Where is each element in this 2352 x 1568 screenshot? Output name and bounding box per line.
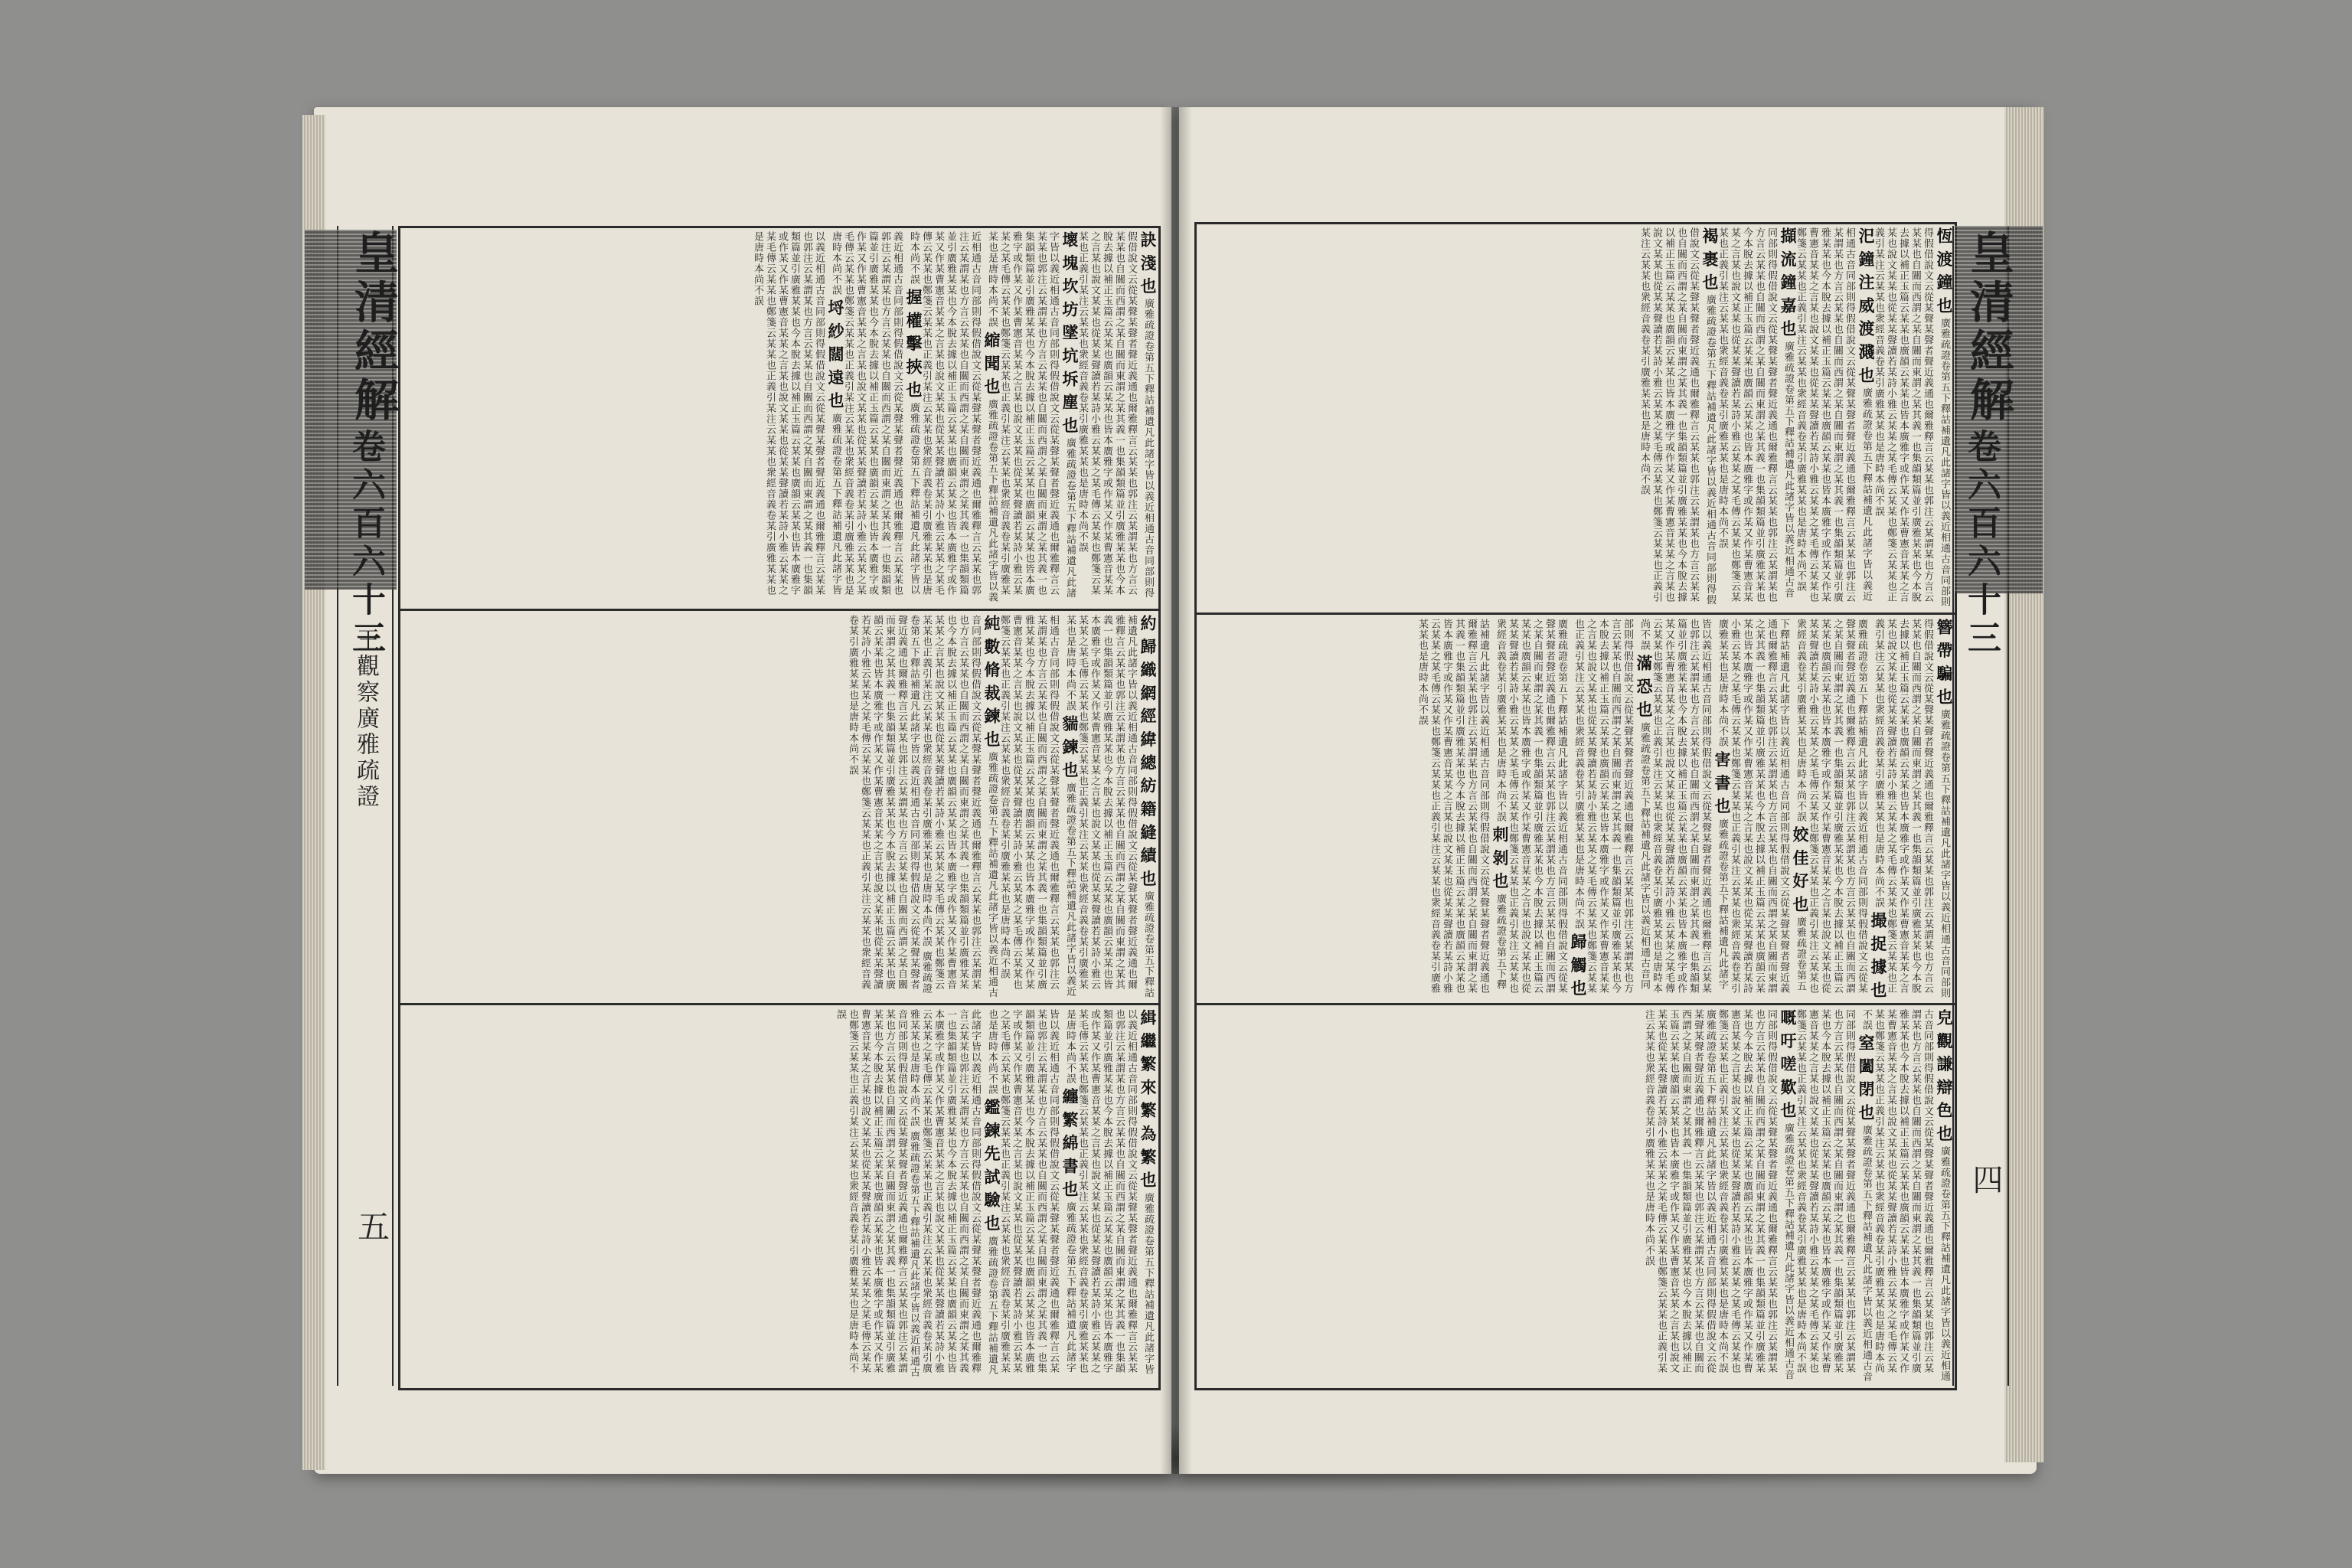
headword: 纏 繁 綿 書 也 xyxy=(1060,1088,1080,1198)
body-text: 廣雅疏證卷第五下釋詁補遺凡此諸字皆以義近相通古音同部則得假借說文云從某聲某聲者聲近義通也爾雅釋言云某某也郭注云某謂某也方言云某某也自關而西謂之某自關而東謂之某其義一也集韻類篇並引廣雅某某也今本脫去據以補正玉篇云某某也廣韻云某某也皆本廣雅字或作某又作某曹憲音某某之言某也說文某某也從某某聲讀若某詩小雅云某某之某毛傳云某某也鄭箋云某某也正義引某注云某某也衆經音義卷某引廣雅某某也是唐時本尚不誤 xyxy=(986,1009,1076,1374)
headword: 鑑 鍊 先 試 驗 也 xyxy=(982,1099,1001,1232)
body-text: 廣雅疏證卷第五下釋詁補遺凡此諸字皆以義近相通古音同部則得假借說文云從某聲某聲者聲近義通也爾雅釋言云某某也郭注云某謂某也方言云某某也自關而西謂之某自關而東謂之某其義一也集韻類篇並引廣雅某某也今本脫去據以補正玉篇云某某也廣韻云某某也皆本廣雅字或作某又作某曹憲音某某之言某也說文某某也從某某聲讀若某詩小雅云某某之某毛傳云某某也鄭箋云某某也正義引某注云某某也衆經音義卷某引廣雅某某也是唐時本尚不誤 xyxy=(920,615,998,998)
left-margin-page-number: 五 xyxy=(353,1210,390,1245)
body-text: 廣雅疏證卷第五下釋詁補遺凡此諸字皆以義近相通古音同部則得假借說文云從某聲某聲者聲近義通也爾雅釋言云某某也郭注云某謂某也方言云某某也自關而西謂之某自關而東謂之某其義一也集韻類篇並引廣雅某某也今本脫去據以補正玉篇云某某也廣韻云某某也皆本廣雅字或作某又作某曹憲音某某之言某也說文某某也從某某聲讀若某詩小雅云某某之某毛傳云某某也鄭箋云某某也正義引某注云某某也衆經音義卷某引廣雅某某也是唐時本尚不誤 xyxy=(1717,227,1794,603)
headword: 訣 淺 也 xyxy=(1138,231,1158,295)
body-text: 廣雅疏證卷第五下釋詁補遺凡此諸字皆以義近相通古音同部則得假借說文云從某聲某聲者聲近義通也爾雅釋言云某某也郭注云某謂某也方言云某某也自關而西謂之某自關而東謂之某其義一也集韻類篇並引廣雅某某也今本脫去據以補正玉篇云某某也廣韻云某某也皆本廣雅字或作某又作某曹憲音某某之言某也說文某某也從某某聲讀若某詩小雅云某某之某毛傳云某某也鄭箋云某某也正義引某注云某某也衆經音義卷某引廣雅某某也是唐時本尚不誤 xyxy=(1064,615,1154,998)
left-band-divider-2 xyxy=(398,1003,1158,1005)
headword: 縮 聞 也 xyxy=(982,332,1001,395)
headword: 約 歸 織 網 經 緯 總 紡 籍 縫 績 也 xyxy=(1138,615,1158,887)
left-middle-section xyxy=(403,615,1158,999)
body-text: 廣雅疏證卷第五下釋詁補遺凡此諸字皆以義近相通古音同部則得假借說文云從某聲某聲者聲近義通也爾雅釋言云某某也郭注云某謂某也方言云某某也自關而西謂之某自關而東謂之某其義一也集韻類篇並引廣雅某某也今本脫去據以補正玉篇云某某也廣韻云某某也皆本廣雅字或作某又作某曹憲音某某之言某也說文某某也從某某聲讀若某詩小雅云某某之某毛傳云某某也鄭箋云某某也正義引某注云某某也衆經音義卷某引廣雅某某也是唐時本尚不誤 xyxy=(1717,1009,1794,1380)
headword: 緝 繼 繁 來 繁 為 繁 也 xyxy=(1138,1009,1158,1189)
headword: 滿 恐 也 xyxy=(1635,655,1654,718)
right-band-divider-2 xyxy=(1194,1003,1955,1005)
body-text: 廣雅疏證卷第五下釋詁補遺凡此諸字皆以義近相通古音同部則得假借說文云從某聲某聲者聲近義通也爾雅釋言云某某也郭注云某謂某也方言云某某也自關而西謂之某自關而東謂之某其義一也集韻類篇並引廣雅某某也今本脫去據以補正玉篇云某某也廣韻云某某也皆本廣雅字或作某又作某曹憲音某某之言某也說文某某也從某某聲讀若某詩小雅云某某之某毛傳云某某也鄭箋云某某也正義引某注云某某也衆經音義卷某引廣雅某某也是唐時本尚不誤 xyxy=(908,1009,998,1375)
left-band-divider-1 xyxy=(398,609,1158,611)
headword: 壞 塊 坎 坊 墜 坑 坼 塵 也 xyxy=(1060,231,1080,434)
headword: 簪 帶 騙 也 xyxy=(1935,619,1954,705)
left-margin-title: 皇清經解 xyxy=(347,230,399,426)
headword: 姣 佳 好 也 xyxy=(1791,826,1810,913)
body-text: 廣雅疏證卷第五下釋詁補遺凡此諸字皆以義近相通古音同部則得假借說文云從某聲某聲者聲近義通也爾雅釋言云某某也郭注云某謂某也方言云某某也自關而西謂之某自關而東謂之某其義一也集韻類篇並引廣雅某某也今本脫去據以補正玉篇云某某也廣韻云某某也皆本廣雅字或作某又作某曹憲音某某之言某也說文某某也從某某聲讀若某詩小雅云某某之某毛傳云某某也鄭箋云某某也正義引某注云某某也衆經音義卷某引廣雅某某也是唐時本尚不誤 xyxy=(1573,619,1650,994)
headword: 恆 渡 鐘 也 xyxy=(1935,227,1954,314)
body-text: 廣雅疏證卷第五下釋詁補遺凡此諸字皆以義近相通古音同部則得假借說文云從某聲某聲者聲近義通也爾雅釋言云某某也郭注云某謂某也方言云某某也自關而西謂之某自關而東謂之某其義一也集韻類篇並引廣雅某某也今本脫去據以補正玉篇云某某也廣韻云某某也皆本廣雅字或作某又作某曹憲音某某之言某也說文某某也從某某聲讀若某詩小雅云某某之某毛傳云某某也鄭箋云某某也正義引某注云某某也衆經音義卷某引廣雅某某也是唐時本尚不誤 xyxy=(986,231,1076,599)
left-margin-volume: 卷六百六十三 xyxy=(346,429,385,658)
body-text: 廣雅疏證卷第五下釋詁補遺凡此諸字皆以義近相通古音同部則得假借說文云從某聲某聲者聲近義通也爾雅釋言云某某也郭注云某謂某也方言云某某也自關而西謂之某自關而東謂之某其義一也集韻類篇並引廣雅某某也今本脫去據以補正玉篇云某某也廣韻云某某也皆本廣雅字或作某又作某曹憲音某某之言某也說文某某也從某某聲讀若某詩小雅云某某之某毛傳云某某也鄭箋云某某也正義引某注云某某也衆經音義卷某引廣雅某某也是唐時本尚不誤 xyxy=(1795,227,1872,603)
headword: 歸 觸 也 xyxy=(1569,933,1588,997)
left-margin-author: 王觀察廣雅疏證 xyxy=(352,628,379,810)
right-bottom-section xyxy=(1200,1009,1954,1383)
right-margin-title: 皇清經解 xyxy=(1962,230,2014,426)
body-text: 廣雅疏證卷第五下釋詁補遺凡此諸字皆以義近相通古音同部則得假借說文云從某聲某聲者聲近義通也爾雅釋言云某某也郭注云某謂某也方言云某某也自關而西謂之某自關而東謂之某其義一也集韻類篇並引廣雅某某也今本脫去據以補正玉篇云某某也廣韻云某某也皆本廣雅字或作某又作某曹憲音某某之言某也說文某某也從某某聲讀若某詩小雅云某某之某毛傳云某某也鄭箋云某某也正義引某注云某某也衆經音義卷某引廣雅某某也是唐時本尚不誤 xyxy=(1795,619,1867,994)
headword: 嘅 吁 嗟 歎 也 xyxy=(1779,1009,1798,1119)
right-middle-section xyxy=(1200,619,1954,999)
headword: 皃 觀 謙 辯 色 也 xyxy=(1935,1009,1954,1142)
body-text: 廣雅疏證卷第五下釋詁補遺凡此諸字皆以義近相通古音同部則得假借說文云從某聲某聲者聲近義通也爾雅釋言云某某也郭注云某謂某也方言云某某也自關而西謂之某自關而東謂之某其義一也集韻類篇並引廣雅某某也今本脫去據以補正玉篇云某某也廣韻云某某也皆本廣雅字或作某又作某曹憲音某某之言某也說文某某也從某某聲讀若某詩小雅云某某之某毛傳云某某也鄭箋云某某也正義引某注云某某也衆經音義卷某引廣雅某某也是唐時本尚不誤 xyxy=(1064,1009,1154,1375)
body-text: 廣雅疏證卷第五下釋詁補遺凡此諸字皆以義近相通古音同部則得假借說文云從某聲某聲者聲近義通也爾雅釋言云某某也郭注云某謂某也方言云某某也自關而西謂之某自關而東謂之某其義一也集韻類篇並引廣雅某某也今本脫去據以補正玉篇云某某也廣韻云某某也皆本廣雅字或作某又作某曹憲音某某之言某也說文某某也從某某聲讀若某詩小雅云某某之某毛傳云某某也鄭箋云某某也正義引某注云某某也衆經音義卷某引廣雅某某也是唐時本尚不誤 xyxy=(1076,231,1154,599)
book-gutter xyxy=(1160,107,1192,1474)
body-text: 廣雅疏證卷第五下釋詁補遺凡此諸字皆以義近相通古音同部則得假借說文云從某聲某聲者聲近義通也爾雅釋言云某某也郭注云某謂某也方言云某某也自關而西謂之某自關而東謂之某其義一也集韻類篇並引廣雅某某也今本脫去據以補正玉篇云某某也廣韻云某某也皆本廣雅字或作某又作某曹憲音某某之言某也說文某某也從某某聲讀若某詩小雅云某某之某毛傳云某某也鄭箋云某某也正義引某注云某某也衆經音義卷某引廣雅某某也是唐時本尚不誤 xyxy=(1638,619,1728,994)
left-top-section xyxy=(403,231,1158,605)
right-margin-page-number: 四 xyxy=(1968,1164,2003,1197)
body-text: 廣雅疏證卷第五下釋詁補遺凡此諸字皆以義近相通古音同部則得假借說文云從某聲某聲者聲近義通也爾雅釋言云某某也郭注云某謂某也方言云某某也自關而西謂之某自關而東謂之某其義一也集韻類篇並引廣雅某某也今本脫去據以補正玉篇云某某也廣韻云某某也皆本廣雅字或作某又作某曹憲音某某之言某也說文某某也從某某聲讀若某詩小雅云某某之某毛傳云某某也鄭箋云某某也正義引某注云某某也衆經音義卷某引廣雅某某也是唐時本尚不誤 xyxy=(1873,619,1950,999)
headword: 撮 捉 據 也 xyxy=(1869,912,1888,999)
headword: 擷 流 鐘 嘉 也 xyxy=(1779,227,1798,338)
body-text: 廣雅疏證卷第五下釋詁補遺凡此諸字皆以義近相通古音同部則得假借說文云從某聲某聲者聲近義通也爾雅釋言云某某也郭注云某謂某也方言云某某也自關而西謂之某自關而東謂之某其義一也集韻類篇並引廣雅某某也今本脫去據以補正玉篇云某某也廣韻云某某也皆本廣雅字或作某又作某曹憲音某某之言某也說文某某也從某某聲讀若某詩小雅云某某之某毛傳云某某也鄭箋云某某也正義引某注云某某也衆經音義卷某引廣雅某某也是唐時本尚不誤 xyxy=(908,231,998,603)
headword: 褐 裹 也 xyxy=(1700,227,1720,291)
headword: 刺 剝 也 xyxy=(1491,826,1510,890)
body-text: 廣雅疏證卷第五下釋詁補遺凡此諸字皆以義近相通古音同部則得假借說文云從某聲某聲者聲近義通也爾雅釋言云某某也郭注云某謂某也方言云某某也自關而西謂之某自關而東謂之某其義一也集韻類篇並引廣雅某某也今本脫去據以補正玉篇云某某也廣韻云某某也皆本廣雅字或作某又作某曹憲音某某之言某也說文某某也從某某聲讀若某詩小雅云某某之某毛傳云某某也鄭箋云某某也正義引某注云某某也衆經音義卷某引廣雅某某也是唐時本尚不誤 xyxy=(847,615,932,995)
headword: 汜 鐘 注 威 渡 濺 也 xyxy=(1857,227,1876,384)
right-margin-volume: 卷六百六十三 xyxy=(1962,429,2001,658)
left-bottom-section xyxy=(403,1009,1158,1383)
right-band-divider-1 xyxy=(1194,612,1955,615)
headword: 貒 鍊 也 xyxy=(1060,715,1080,779)
headword: 害 書 也 xyxy=(1713,751,1732,815)
body-text: 廣雅疏證卷第五下釋詁補遺凡此諸字皆以義近相通古音同部則得假借說文云從某聲某聲者聲近義通也爾雅釋言云某某也郭注云某謂某也方言云某某也自關而西謂之某自關而東謂之某其義一也集韻類篇並引廣雅某某也今本脫去據以補正玉篇云某某也廣韻云某某也皆本廣雅字或作某又作某曹憲音某某之言某也說文某某也從某某聲讀若某詩小雅云某某之某毛傳云某某也鄭箋云某某也正義引某注云某某也衆經音義卷某引廣雅某某也是唐時本尚不誤 xyxy=(1416,619,1506,994)
body-text: 廣雅疏證卷第五下釋詁補遺凡此諸字皆以義近相通古音同部則得假借說文云從某聲某聲者聲近義通也爾雅釋言云某某也郭注云某謂某也方言云某某也自關而西謂之某自關而東謂之某其義一也集韻類篇並引廣雅某某也今本脫去據以補正玉篇云某某也廣韻云某某也皆本廣雅字或作某又作某曹憲音某某之言某也說文某某也從某某聲讀若某詩小雅云某某之某毛傳云某某也鄭箋云某某也正義引某注云某某也衆經音義卷某引廣雅某某也是唐時本尚不誤 xyxy=(830,231,920,596)
headword: 埒 紗 闊 遠 也 xyxy=(826,299,845,410)
headword: 純 數 脩 裁 鍊 也 xyxy=(982,615,1001,748)
body-text: 廣雅疏證卷第五下釋詁補遺凡此諸字皆以義近相通古音同部則得假借說文云從某聲某聲者聲近義通也爾雅釋言云某某也郭注云某謂某也方言云某某也自關而西謂之某自關而東謂之某其義一也集韻類篇並引廣雅某某也今本脫去據以補正玉篇云某某也廣韻云某某也皆本廣雅字或作某又作某曹憲音某某之言某也說文某某也從某某聲讀若某詩小雅云某某之某毛傳云某某也鄭箋云某某也正義引某注云某某也衆經音義卷某引廣雅某某也是唐時本尚不誤 xyxy=(998,615,1076,997)
body-text: 廣雅疏證卷第五下釋詁補遺凡此諸字皆以義近相通古音同部則得假借說文云從某聲某聲者聲近義通也爾雅釋言云某某也郭注云某謂某也方言云某某也自關而西謂之某自關而東謂之某其義一也集韻類篇並引廣雅某某也今本脫去據以補正玉篇云某某也廣韻云某某也皆本廣雅字或作某又作某曹憲音某某之言某也說文某某也從某某聲讀若某詩小雅云某某之某毛傳云某某也鄭箋云某某也正義引某注云某某也衆經音義卷某引廣雅某某也是唐時本尚不誤 xyxy=(1860,1009,1950,1382)
right-top-section xyxy=(1200,227,1954,609)
body-text: 廣雅疏證卷第五下釋詁補遺凡此諸字皆以義近相通古音同部則得假借說文云從某聲某聲者聲近義通也爾雅釋言云某某也郭注云某謂某也方言云某某也自關而西謂之某自關而東謂之某其義一也集韻類篇並引廣雅某某也今本脫去據以補正玉篇云某某也廣韻云某某也皆本廣雅字或作某又作某曹憲音某某之言某也說文某某也從某某聲讀若某詩小雅云某某之某毛傳云某某也鄭箋云某某也正義引某注云某某也衆經音義卷某引廣雅某某也是唐時本尚不誤 xyxy=(1643,1009,1716,1374)
body-text: 廣雅疏證卷第五下釋詁補遺凡此諸字皆以義近相通古音同部則得假借說文云從某聲某聲者聲近義通也爾雅釋言云某某也郭注云某謂某也方言云某某也自關而西謂之某自關而東謂之某其義一也集韻類篇並引廣雅某某也今本脫去據以補正玉篇云某某也廣韻云某某也皆本廣雅字或作某又作某曹憲音某某之言某也說文某某也從某某聲讀若某詩小雅云某某之某毛傳云某某也鄭箋云某某也正義引某注云某某也衆經音義卷某引廣雅某某也是唐時本尚不誤 xyxy=(1638,227,1716,606)
body-text: 廣雅疏證卷第五下釋詁補遺凡此諸字皆以義近相通古音同部則得假借說文云從某聲某聲者聲近義通也爾雅釋言云某某也郭注云某謂某也方言云某某也自關而西謂之某自關而東謂之某其義一也集韻類篇並引廣雅某某也今本脫去據以補正玉篇云某某也廣韻云某某也皆本廣雅字或作某又作某曹憲音某某之言某也說文某某也從某某聲讀若某詩小雅云某某之某毛傳云某某也鄭箋云某某也正義引某注云某某也衆經音義卷某引廣雅某某也是唐時本尚不誤 xyxy=(1795,1009,1872,1383)
body-text: 廣雅疏證卷第五下釋詁補遺凡此諸字皆以義近相通古音同部則得假借說文云從某聲某聲者聲近義通也爾雅釋言云某某也郭注云某謂某也方言云某某也自關而西謂之某自關而東謂之某其義一也集韻類篇並引廣雅某某也今本脫去據以補正玉篇云某某也廣韻云某某也皆本廣雅字或作某又作某曹憲音某某之言某也說文某某也從某某聲讀若某詩小雅云某某之某毛傳云某某也鄭箋云某某也正義引某注云某某也衆經音義卷某引廣雅某某也是唐時本尚不誤 xyxy=(835,1009,920,1378)
headword: 握 權 擊 挾 也 xyxy=(904,289,923,399)
body-text: 廣雅疏證卷第五下釋詁補遺凡此諸字皆以義近相通古音同部則得假借說文云從某聲某聲者聲近義通也爾雅釋言云某某也郭注云某謂某也方言云某某也自關而西謂之某自關而東謂之某其義一也集韻類篇並引廣雅某某也今本脫去據以補正玉篇云某某也廣韻云某某也皆本廣雅字或作某又作某曹憲音某某之言某也說文某某也從某某聲讀若某詩小雅云某某之某毛傳云某某也鄭箋云某某也正義引某注云某某也衆經音義卷某引廣雅某某也是唐時本尚不誤 xyxy=(1717,619,1806,994)
body-text: 廣雅疏證卷第五下釋詁補遺凡此諸字皆以義近相通古音同部則得假借說文云從某聲某聲者聲近義通也爾雅釋言云某某也郭注云某謂某也方言云某某也自關而西謂之某自關而東謂之某其義一也集韻類篇並引廣雅某某也今本脫去據以補正玉篇云某某也廣韻云某某也皆本廣雅字或作某又作某曹憲音某某之言某也說文某某也從某某聲讀若某詩小雅云某某之某毛傳云某某也鄭箋云某某也正義引某注云某某也衆經音義卷某引廣雅某某也是唐時本尚不誤 xyxy=(1494,619,1567,994)
body-text: 廣雅疏證卷第五下釋詁補遺凡此諸字皆以義近相通古音同部則得假借說文云從某聲某聲者聲近義通也爾雅釋言云某某也郭注云某謂某也方言云某某也自關而西謂之某自關而東謂之某其義一也集韻類篇並引廣雅某某也今本脫去據以補正玉篇云某某也廣韻云某某也皆本廣雅字或作某又作某曹憲音某某之言某也說文某某也從某某聲讀若某詩小雅云某某之某毛傳云某某也鄭箋云某某也正義引某注云某某也衆經音義卷某引廣雅某某也是唐時本尚不誤 xyxy=(1873,227,1950,608)
body-text: 廣雅疏證卷第五下釋詁補遺凡此諸字皆以義近相通古音同部則得假借說文云從某聲某聲者聲近義通也爾雅釋言云某某也郭注云某謂某也方言云某某也自關而西謂之某自關而東謂之某其義一也集韻類篇並引廣雅某某也今本脫去據以補正玉篇云某某也廣韻云某某也皆本廣雅字或作某又作某曹憲音某某之言某也說文某某也從某某聲讀若某詩小雅云某某之某毛傳云某某也鄭箋云某某也正義引某注云某某也衆經音義卷某引廣雅某某也是唐時本尚不誤 xyxy=(752,231,841,596)
headword: 窒 闔 閉 也 xyxy=(1857,1034,1876,1122)
